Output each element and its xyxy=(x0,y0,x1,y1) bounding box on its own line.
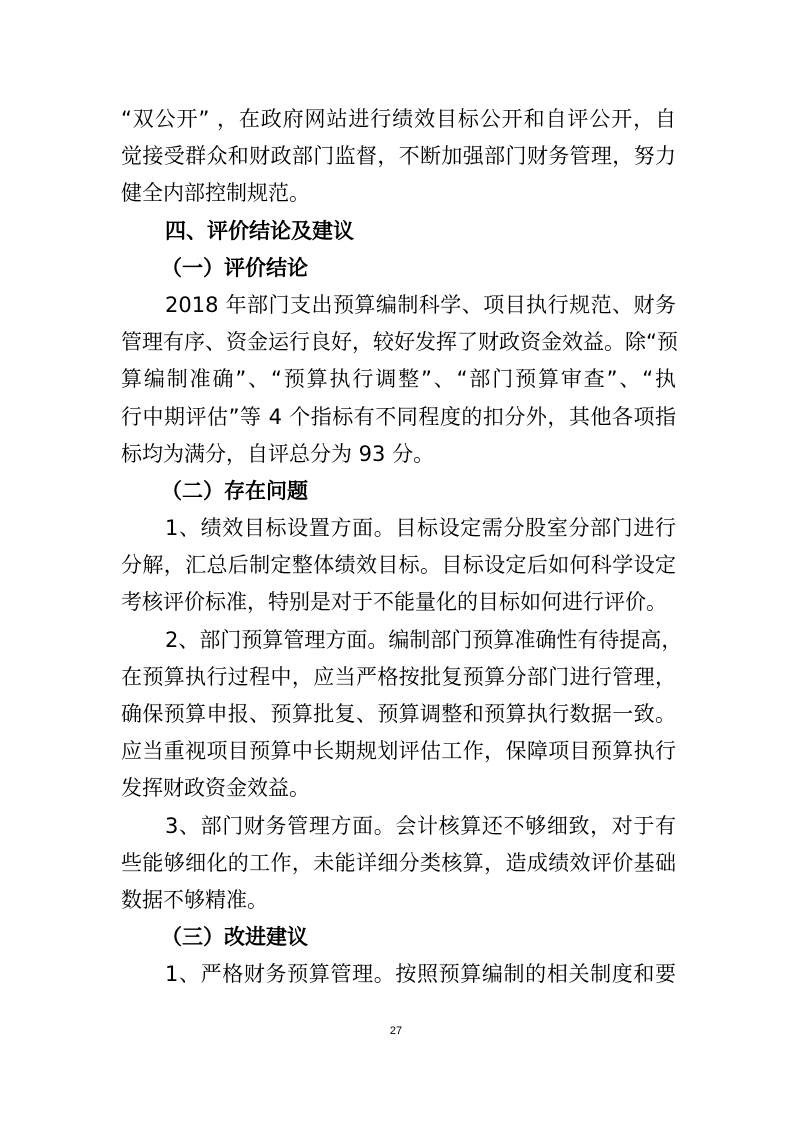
text-line: 行中期评估”等 4 个指标有不同程度的扣分外，其他各项指 xyxy=(121,404,676,429)
document-body xyxy=(121,101,683,994)
page-number: 27 xyxy=(389,1025,403,1037)
text-line: 2018 年部门支出预算编制科学、项目执行规范、财务 xyxy=(165,292,676,317)
text-line: 确保预算申报、预算批复、预算调整和预算执行数据一致。 xyxy=(121,702,676,726)
text-line: 些能够细化的工作，未能详细分类核算，造成绩效评价基础 xyxy=(121,850,676,875)
subsection-heading xyxy=(121,250,676,287)
text-line: 2、部门预算管理方面。编制部门预算准确性有待提高， xyxy=(165,627,683,652)
text-line: 在预算执行过程中，应当严格按批复预算分部门进行管理， xyxy=(121,664,676,689)
heading-text: （三）改进建议 xyxy=(161,925,308,950)
section-heading xyxy=(121,213,676,250)
text-line: 1、绩效目标设置方面。目标设定需分股室分部门进行 xyxy=(165,516,676,541)
text-line: 数据不够精准。 xyxy=(121,887,268,912)
paragraph xyxy=(121,510,676,622)
text-line: “双公开” ，在政府网站进行绩效目标公开和自评公开，自 xyxy=(121,107,676,131)
text-line: 健全内部控制规范。 xyxy=(121,181,310,206)
paragraph xyxy=(121,101,676,213)
subsection-heading xyxy=(121,473,676,510)
heading-text: （一）评价结论 xyxy=(161,255,308,280)
heading-text: （二）存在问题 xyxy=(161,478,308,503)
paragraph xyxy=(121,622,683,808)
subsection-heading xyxy=(121,919,676,956)
paragraph xyxy=(121,956,676,993)
text-line: 考核评价标准，特别是对于不能量化的目标如何进行评价。 xyxy=(121,590,667,615)
heading-text: 四、评价结论及建议 xyxy=(165,218,354,243)
paragraph xyxy=(121,808,676,920)
text-line: 发挥财政资金效益。 xyxy=(121,776,310,801)
text-line: 应当重视项目预算中长期规划评估工作，保障项目预算执行 xyxy=(121,739,676,764)
text-line: 1、严格财务预算管理。按照预算编制的相关制度和要 xyxy=(165,962,676,987)
text-line: 标均为满分，自评总分为 93 分。 xyxy=(121,441,435,466)
text-line: 管理有序、资金运行良好，较好发挥了财政资金效益。除“预 xyxy=(121,330,678,355)
text-line: 觉接受群众和财政部门监督，不断加强部门财务管理，努力 xyxy=(121,144,676,169)
text-line: 算编制准确”、“预算执行调整”、“部门预算审查”、“执 xyxy=(121,367,676,392)
text-line: 分解，汇总后制定整体绩效目标。目标设定后如何科学设定 xyxy=(121,553,676,578)
text-line: 3、部门财务管理方面。会计核算还不够细致，对于有 xyxy=(165,813,676,838)
paragraph xyxy=(121,287,676,473)
